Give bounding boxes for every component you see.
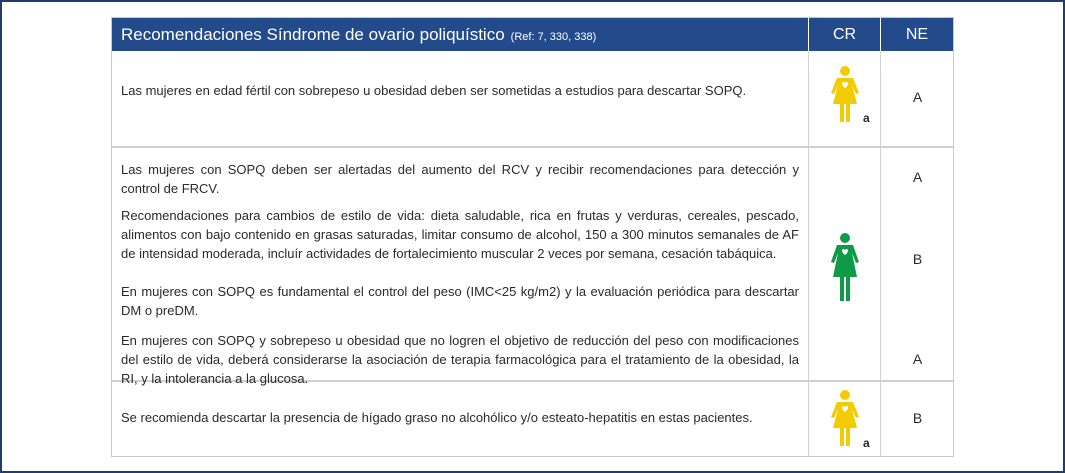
woman-figure-yellow-icon (830, 66, 860, 124)
ne-cell (880, 382, 953, 457)
woman-figure-yellow-icon (830, 390, 860, 448)
table-row (112, 51, 953, 148)
recommendation-text: En mujeres con SOPQ y sobrepeso u obesidad que no logren el objetivo de reducción del peso con modificaciones del estilo de vida, deberá considerarse la asociación de terapia farmacológica para el tratamiento de la obesidad, la RI, y la intolerancia a la glucosa. (121, 333, 799, 386)
ne-value: B (912, 410, 923, 426)
cr-cell (808, 148, 880, 380)
title-text: Recomendaciones Síndrome de ovario poliquístico (121, 25, 505, 44)
table-row (112, 382, 953, 457)
cr-suffix: a (863, 111, 870, 125)
cr-cell (808, 51, 880, 146)
ne-cell (880, 51, 953, 146)
ne-cell (880, 148, 953, 380)
table-header (112, 18, 953, 51)
table-row (112, 148, 953, 386)
ne-value: B (912, 251, 923, 267)
reference-text: (Ref: 7, 330, 338) (510, 31, 597, 43)
recommendation-text: Se recomienda descartar la presencia de hígado graso no alcohólico y/o esteato-hepatitis en estas pacientes. (121, 410, 753, 425)
recommendation-text: Las mujeres en edad fértil con sobrepeso u obesidad deben ser sometidas a estudios para descartar SOPQ. (121, 83, 747, 98)
cr-suffix: a (863, 436, 870, 450)
cr-cell (808, 382, 880, 457)
ne-value: A (912, 169, 923, 185)
recommendation-text: Recomendaciones para cambios de estilo de vida: dieta saludable, rica en frutas y verduras, cereales, pescado, alimentos con bajo contenido en grasas saturadas, limitar consumo de alcohol, 150 a 300 minutos semanales de AF de intensidad moderada, incluír actividades de fortalecimiento muscular 2 veces por semana, cesación tabáquica. (121, 208, 799, 261)
ne-value: A (912, 351, 923, 367)
recommendations-table (111, 17, 954, 457)
table-title (121, 25, 811, 45)
column-header-cr: CR (808, 18, 880, 51)
recommendation-text: Las mujeres con SOPQ deben ser alertadas del aumento del RCV y recibir recomendaciones para detección y control de FRCV. (121, 162, 799, 196)
recommendation-text: En mujeres con SOPQ es fundamental el control del peso (IMC<25 kg/m2) y la evaluación periódica para descartar DM o preDM. (121, 284, 799, 318)
ne-value: A (912, 89, 923, 105)
woman-figure-green-icon (830, 233, 860, 303)
column-header-ne: NE (880, 18, 953, 51)
